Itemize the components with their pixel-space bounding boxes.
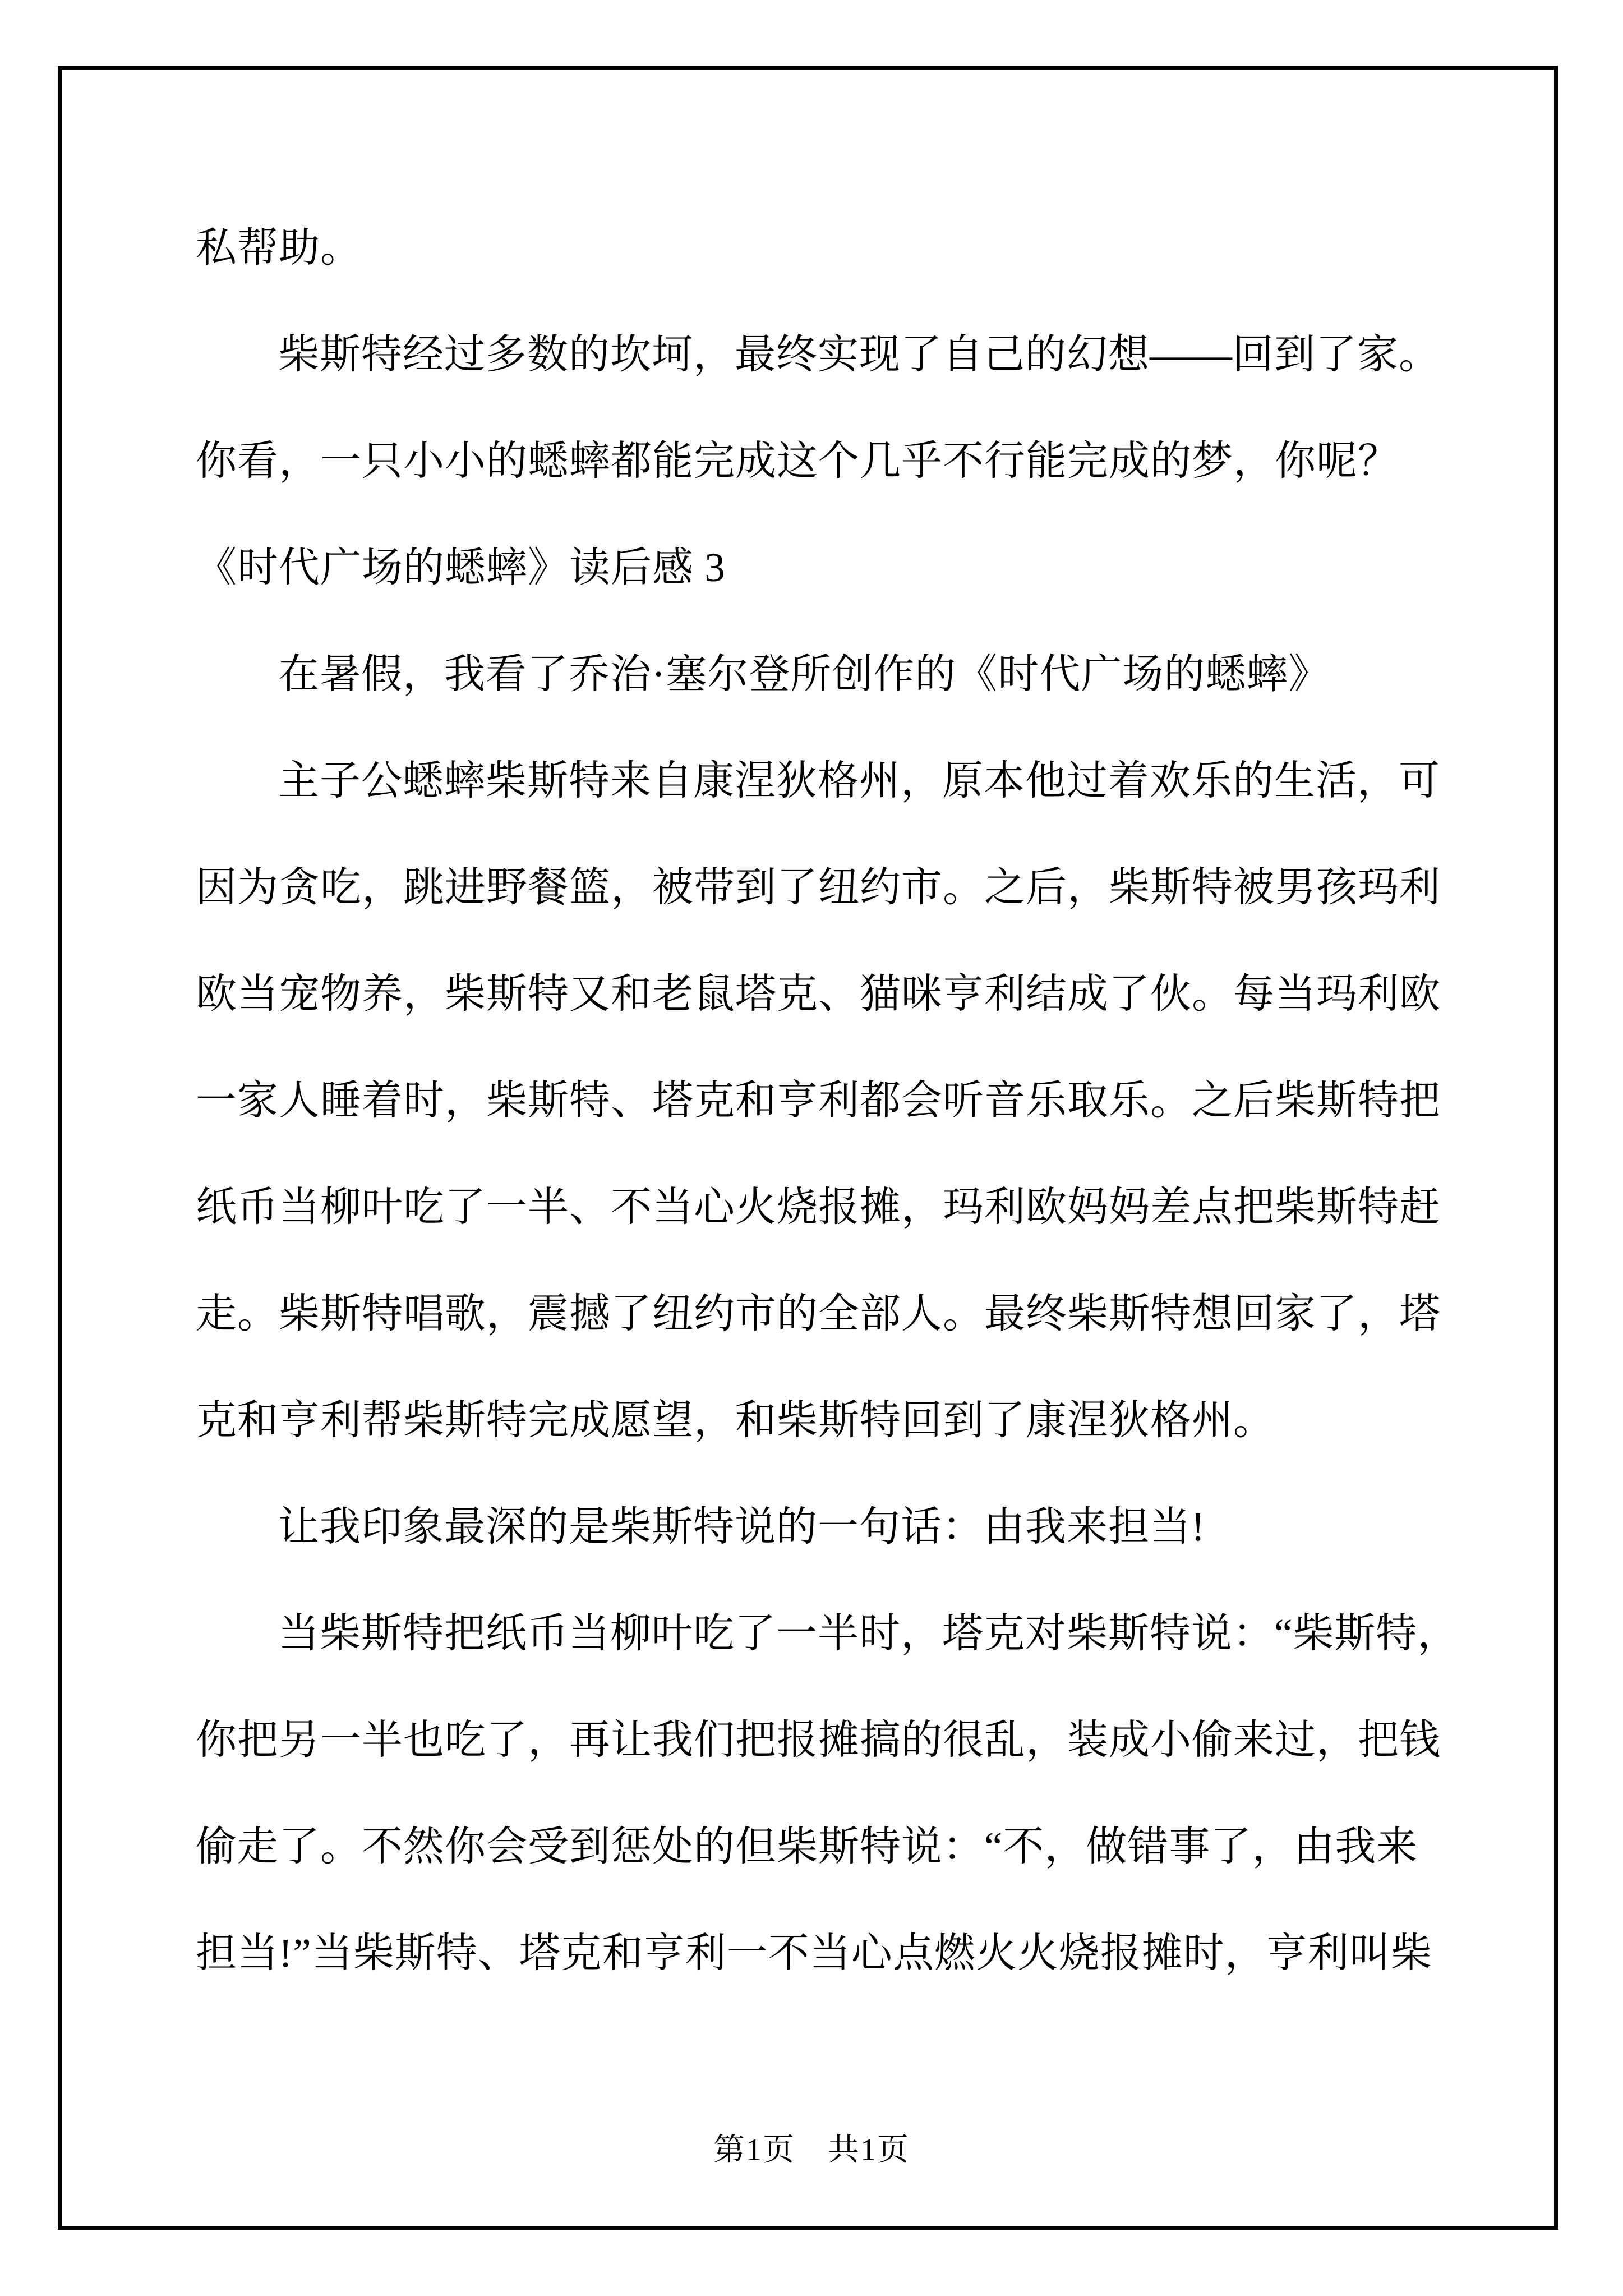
text-line: 欧当宠物养，柴斯特又和老鼠塔克、猫咪亨利结成了伙。每当玛利欧 <box>196 971 1441 1016</box>
text-line: 担当!”当柴斯特、塔克和亨利一不当心点燃火火烧报摊时，亨利叫柴 <box>196 1930 1432 1976</box>
text-line: 偷走了。不然你会受到惩处的但柴斯特说：“不，做错事了，由我来 <box>196 1824 1418 1869</box>
page-number-footer: 第1页 共1页 <box>713 2133 910 2168</box>
text-line: 让我印象最深的是柴斯特说的一句话：由我来担当! <box>278 1504 1206 1549</box>
text-line: 克和亨利帮柴斯特完成愿望，和柴斯特回到了康涅狄格州。 <box>196 1397 1275 1443</box>
text-line: 主子公蟋蟀柴斯特来自康涅狄格州，原本他过着欢乐的生活，可 <box>278 758 1440 803</box>
text-line: 在暑假，我看了乔治·塞尔登所创作的《时代广场的蟋蟀》 <box>278 651 1330 697</box>
text-line: 柴斯特经过多数的坎坷，最终实现了自己的幻想——回到了家。 <box>278 332 1440 377</box>
heading-line: 《时代广场的蟋蟀》读后感 3 <box>196 545 726 590</box>
text-line: 因为贪吃，跳进野餐篮，被带到了纽约市。之后，柴斯特被男孩玛利 <box>196 864 1441 910</box>
text-line: 私帮助。 <box>196 225 362 270</box>
text-line: 一家人睡着时，柴斯特、塔克和亨利都会听音乐取乐。之后柴斯特把 <box>196 1078 1441 1123</box>
text-line: 纸币当柳叶吃了一半、不当心火烧报摊，玛利欧妈妈差点把柴斯特赶 <box>196 1184 1441 1230</box>
text-line: 你把另一半也吃了，再让我们把报摊搞的很乱，装成小偷来过，把钱 <box>196 1717 1441 1763</box>
text-line: 你看，一只小小的蟋蟀都能完成这个几乎不行能完成的梦，你呢？ <box>196 438 1399 484</box>
text-line: 走。柴斯特唱歌，震撼了纽约市的全部人。最终柴斯特想回家了，塔 <box>196 1291 1441 1336</box>
document-body <box>196 195 1463 2007</box>
text-line: 当柴斯特把纸币当柳叶吃了一半时，塔克对柴斯特说：“柴斯特， <box>278 1611 1459 1656</box>
